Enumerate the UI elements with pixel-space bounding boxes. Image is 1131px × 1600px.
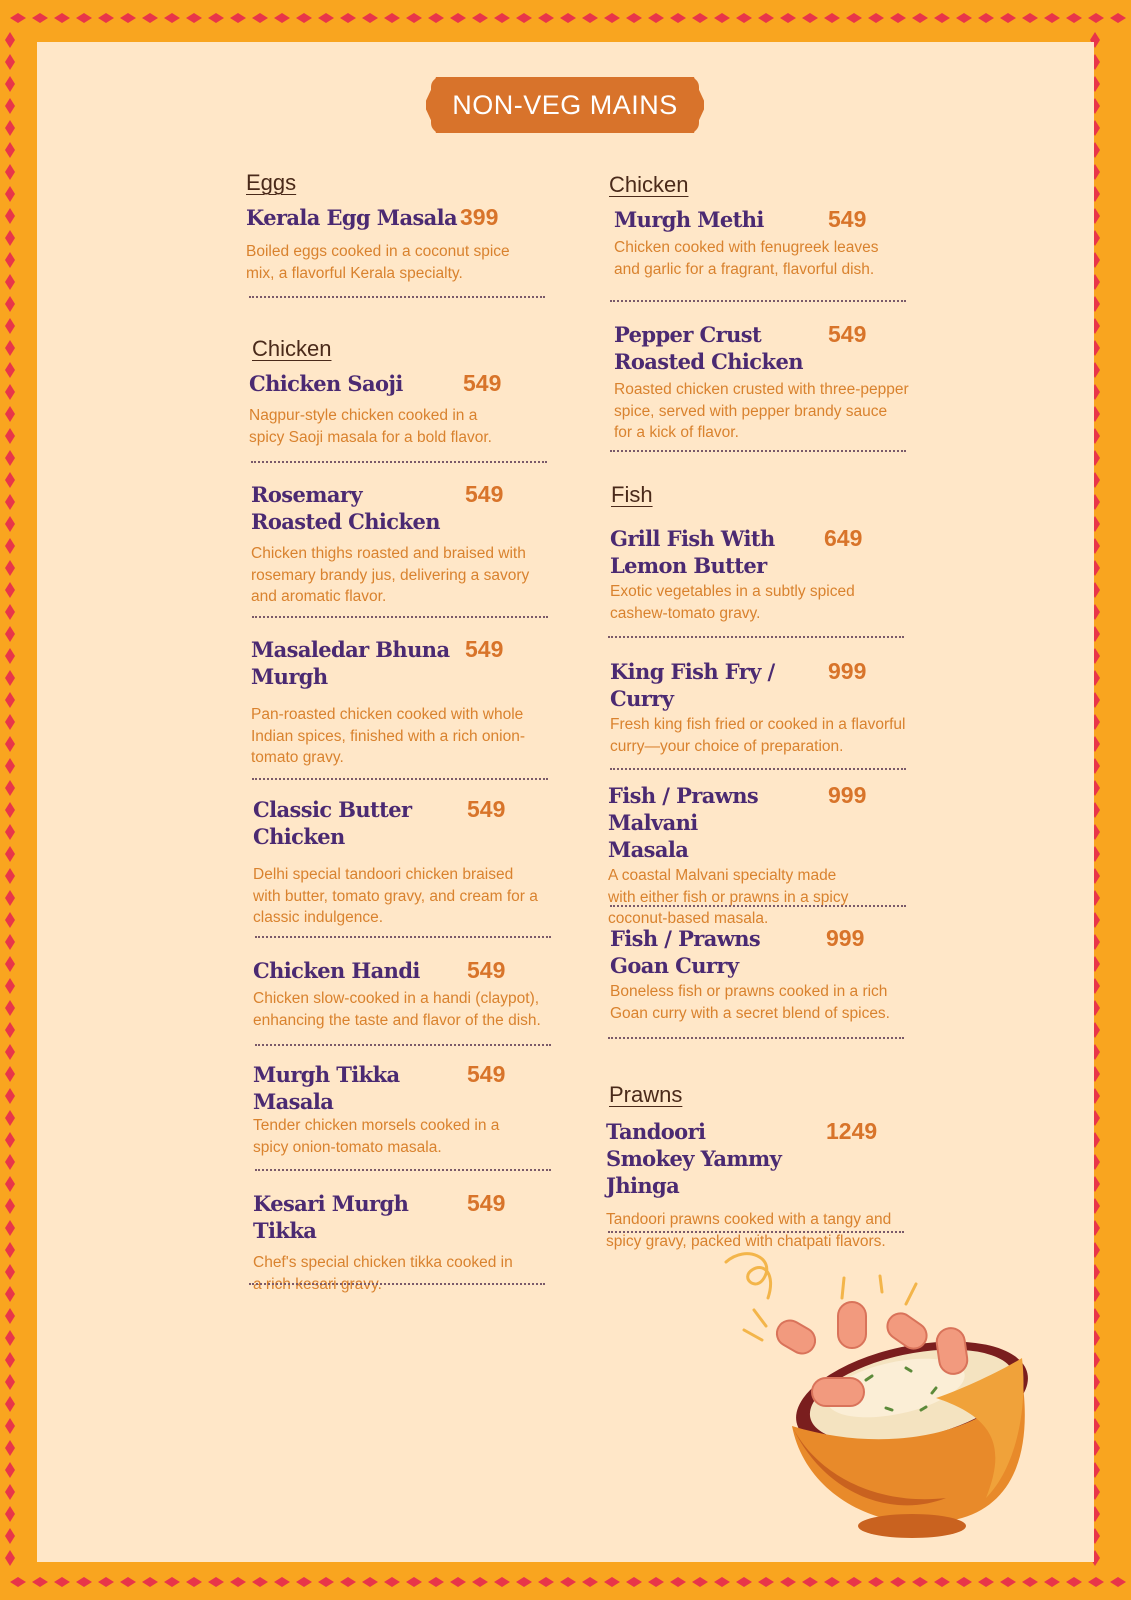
border-diamond bbox=[516, 13, 532, 23]
border-diamond bbox=[5, 252, 15, 268]
menu-item bbox=[614, 206, 924, 280]
item-description: Nagpur-style chicken cooked in a spicy Saoji masala for a bold flavor. bbox=[249, 407, 492, 446]
item-name: Rosemary Roasted Chicken bbox=[251, 482, 440, 534]
item-price: 549 bbox=[463, 370, 502, 396]
border-diamond bbox=[296, 1577, 312, 1587]
item-price: 549 bbox=[465, 481, 504, 507]
item-price: 549 bbox=[467, 957, 506, 983]
border-diamond bbox=[5, 164, 15, 180]
border-diamond bbox=[978, 1577, 994, 1587]
border-diamond bbox=[5, 1308, 15, 1324]
border-diamond bbox=[692, 13, 708, 23]
border-diamond bbox=[494, 1577, 510, 1587]
border-diamond bbox=[5, 1264, 15, 1280]
border-diamond bbox=[5, 274, 15, 290]
item-price: 549 bbox=[467, 796, 506, 822]
border-diamond bbox=[582, 13, 598, 23]
item-description: Tender chicken morsels cooked in a spicy onion-tomato masala. bbox=[253, 1117, 500, 1156]
border-diamond bbox=[98, 13, 114, 23]
border-diamond bbox=[230, 1577, 246, 1587]
border-diamond bbox=[912, 13, 928, 23]
border-diamond bbox=[5, 956, 15, 972]
prawn-rice-bowl-icon bbox=[716, 1248, 1036, 1548]
border-diamond bbox=[5, 1418, 15, 1434]
border-diamond bbox=[604, 13, 620, 23]
border-diamond bbox=[5, 1088, 15, 1104]
border-diamond bbox=[5, 296, 15, 312]
border-diamond bbox=[472, 1577, 488, 1587]
border-diamond bbox=[318, 1577, 334, 1587]
border-diamond bbox=[1088, 1577, 1104, 1587]
menu-item bbox=[246, 204, 556, 284]
border-diamond bbox=[5, 824, 15, 840]
item-name: Grill Fish With Lemon Butter bbox=[610, 526, 775, 578]
item-price: 549 bbox=[465, 636, 504, 662]
item-price: 999 bbox=[828, 782, 867, 808]
border-diamond bbox=[890, 13, 906, 23]
border-diamond bbox=[318, 13, 334, 23]
border-diamond bbox=[670, 1577, 686, 1587]
item-name: Kesari Murgh Tikka bbox=[253, 1191, 409, 1243]
border-diamond bbox=[274, 13, 290, 23]
border-diamond bbox=[5, 450, 15, 466]
border-diamond bbox=[5, 1330, 15, 1346]
border-diamond bbox=[5, 516, 15, 532]
border-diamond bbox=[252, 1577, 268, 1587]
border-diamond bbox=[1000, 13, 1016, 23]
item-price: 549 bbox=[828, 206, 867, 232]
border-diamond bbox=[5, 384, 15, 400]
border-diamond bbox=[362, 1577, 378, 1587]
border-diamond bbox=[912, 1577, 928, 1587]
border-diamond bbox=[516, 1577, 532, 1587]
border-diamond bbox=[692, 1577, 708, 1587]
border-diamond bbox=[5, 1528, 15, 1544]
item-price: 649 bbox=[824, 525, 863, 551]
item-description: A coastal Malvani specialty made with either fish or prawns in a spicy coconut-based masala. bbox=[608, 867, 849, 927]
divider bbox=[610, 768, 906, 770]
item-name: Kerala Egg Masala bbox=[246, 205, 458, 230]
border-diamond bbox=[1088, 13, 1104, 23]
item-name: Murgh Tikka Masala bbox=[253, 1062, 400, 1114]
border-diamond bbox=[5, 1022, 15, 1038]
border-diamond bbox=[5, 1242, 15, 1258]
border-diamond bbox=[714, 1577, 730, 1587]
category-eggs: Eggs bbox=[246, 170, 297, 195]
divider bbox=[610, 450, 906, 452]
border-diamond bbox=[5, 406, 15, 422]
border-diamond bbox=[1066, 13, 1082, 23]
item-name: Tandoori Smokey Yammy Jhinga bbox=[606, 1119, 782, 1198]
border-diamond bbox=[934, 13, 950, 23]
border-diamond bbox=[538, 13, 554, 23]
border-diamond bbox=[120, 1577, 136, 1587]
border-diamond bbox=[98, 1577, 114, 1587]
menu-item bbox=[608, 782, 918, 930]
border-diamond bbox=[274, 1577, 290, 1587]
border-diamond bbox=[5, 934, 15, 950]
border-diamond bbox=[5, 758, 15, 774]
divider bbox=[252, 616, 548, 618]
border-diamond bbox=[670, 13, 686, 23]
menu-item bbox=[251, 636, 561, 769]
item-description: Exotic vegetables in a subtly spiced cashew-tomato gravy. bbox=[610, 583, 855, 622]
divider bbox=[252, 778, 548, 780]
item-price: 1249 bbox=[826, 1118, 878, 1144]
border-diamond bbox=[5, 494, 15, 510]
border-diamond bbox=[5, 1352, 15, 1368]
border-diamond bbox=[5, 626, 15, 642]
border-diamond bbox=[5, 142, 15, 158]
border-diamond bbox=[5, 538, 15, 554]
border-diamond bbox=[5, 1220, 15, 1236]
border-diamond bbox=[164, 1577, 180, 1587]
item-description: Chicken cooked with fenugreek leaves and garlic for a fragrant, flavorful dish. bbox=[614, 239, 879, 278]
border-diamond bbox=[5, 98, 15, 114]
border-diamond bbox=[5, 1462, 15, 1478]
border-diamond bbox=[736, 1577, 752, 1587]
divider bbox=[608, 636, 904, 638]
divider bbox=[608, 1037, 904, 1039]
border-diamond bbox=[10, 1577, 26, 1587]
menu-item bbox=[614, 321, 924, 444]
border-diamond bbox=[5, 978, 15, 994]
border-diamond bbox=[846, 13, 862, 23]
border-diamond bbox=[230, 13, 246, 23]
border-diamond bbox=[208, 13, 224, 23]
item-price: 549 bbox=[467, 1190, 506, 1216]
category-chicken: Chicken bbox=[252, 336, 332, 361]
border-diamond bbox=[824, 1577, 840, 1587]
item-description: Boiled eggs cooked in a coconut spice mix, a flavorful Kerala specialty. bbox=[246, 243, 510, 282]
border-diamond bbox=[5, 318, 15, 334]
border-diamond bbox=[560, 1577, 576, 1587]
border-diamond bbox=[5, 1044, 15, 1060]
border-diamond bbox=[5, 362, 15, 378]
border-diamond bbox=[626, 13, 642, 23]
border-diamond bbox=[5, 340, 15, 356]
border-diamond bbox=[802, 13, 818, 23]
category-prawns: Prawns bbox=[609, 1082, 683, 1107]
border-diamond bbox=[54, 13, 70, 23]
divider bbox=[255, 936, 551, 938]
divider bbox=[610, 300, 906, 302]
border-diamond bbox=[802, 1577, 818, 1587]
border-diamond bbox=[208, 1577, 224, 1587]
border-diamond bbox=[5, 780, 15, 796]
border-diamond bbox=[494, 13, 510, 23]
menu-item bbox=[610, 925, 920, 1024]
border-diamond bbox=[758, 13, 774, 23]
border-diamond bbox=[142, 13, 158, 23]
border-diamond bbox=[5, 890, 15, 906]
border-diamond bbox=[5, 714, 15, 730]
border-diamond bbox=[5, 670, 15, 686]
item-description: Roasted chicken crusted with three-pepper spice, served with pepper brandy sauce for a kick of flavor. bbox=[614, 381, 909, 441]
item-description: Boneless fish or prawns cooked in a rich Goan curry with a secret blend of spices. bbox=[610, 983, 890, 1022]
item-price: 549 bbox=[828, 321, 867, 347]
item-price: 999 bbox=[826, 925, 865, 951]
border-diamond bbox=[5, 1066, 15, 1082]
item-description: Chicken thighs roasted and braised with rosemary brandy jus, delivering a savory and aromatic flavor. bbox=[251, 545, 530, 605]
border-diamond bbox=[1066, 1577, 1082, 1587]
item-name: Fish / Prawns Goan Curry bbox=[610, 926, 761, 978]
border-diamond bbox=[5, 472, 15, 488]
item-name: Masaledar Bhuna Murgh bbox=[251, 637, 450, 689]
border-diamond bbox=[76, 13, 92, 23]
border-diamond bbox=[5, 186, 15, 202]
divider bbox=[610, 905, 906, 907]
border-diamond bbox=[186, 1577, 202, 1587]
border-diamond bbox=[384, 1577, 400, 1587]
page-title: NON-VEG MAINS bbox=[452, 89, 678, 120]
border-diamond bbox=[5, 54, 15, 70]
border-diamond bbox=[406, 1577, 422, 1587]
border-diamond bbox=[5, 1286, 15, 1302]
border-diamond bbox=[890, 1577, 906, 1587]
border-diamond bbox=[626, 1577, 642, 1587]
border-diamond bbox=[780, 1577, 796, 1587]
border-diamond bbox=[164, 13, 180, 23]
border-diamond bbox=[5, 912, 15, 928]
border-diamond bbox=[5, 582, 15, 598]
menu-item bbox=[253, 1061, 563, 1158]
border-diamond bbox=[76, 1577, 92, 1587]
border-diamond bbox=[5, 692, 15, 708]
border-diamond bbox=[32, 13, 48, 23]
border-diamond bbox=[472, 13, 488, 23]
border-diamond bbox=[1110, 13, 1126, 23]
border-diamond bbox=[824, 13, 840, 23]
menu-item bbox=[251, 481, 561, 608]
border-diamond bbox=[186, 13, 202, 23]
border-diamond bbox=[5, 802, 15, 818]
item-description: Fresh king fish fried or cooked in a flavorful curry—your choice of preparation. bbox=[610, 716, 906, 755]
border-diamond bbox=[934, 1577, 950, 1587]
border-diamond bbox=[846, 1577, 862, 1587]
border-diamond bbox=[1022, 13, 1038, 23]
divider bbox=[255, 1044, 551, 1046]
border-diamond bbox=[868, 13, 884, 23]
border-diamond bbox=[758, 1577, 774, 1587]
item-name: Murgh Methi bbox=[614, 207, 764, 232]
border-diamond bbox=[5, 1396, 15, 1412]
item-description: Chef's special chicken tikka cooked in a rich kesari gravy. bbox=[253, 1254, 513, 1293]
border-diamond bbox=[340, 1577, 356, 1587]
border-diamond bbox=[582, 1577, 598, 1587]
border-diamond bbox=[648, 1577, 664, 1587]
border-diamond bbox=[428, 13, 444, 23]
border-diamond bbox=[714, 13, 730, 23]
border-diamond bbox=[296, 13, 312, 23]
border-diamond bbox=[5, 1154, 15, 1170]
item-description: Pan-roasted chicken cooked with whole Indian spices, finished with a rich onion-tomato gravy. bbox=[251, 706, 525, 766]
border-diamond bbox=[5, 736, 15, 752]
border-diamond bbox=[10, 13, 26, 23]
border-diamond bbox=[120, 13, 136, 23]
item-price: 999 bbox=[828, 658, 867, 684]
border-diamond bbox=[5, 868, 15, 884]
border-diamond bbox=[5, 648, 15, 664]
border-diamond bbox=[32, 1577, 48, 1587]
border-diamond bbox=[5, 428, 15, 444]
menu-item bbox=[253, 796, 563, 929]
menu-item bbox=[610, 658, 920, 757]
border-diamond bbox=[736, 13, 752, 23]
menu-item bbox=[253, 1190, 563, 1295]
item-name: King Fish Fry / Curry bbox=[610, 659, 775, 711]
border-diamond bbox=[5, 32, 15, 48]
border-diamond bbox=[5, 1440, 15, 1456]
divider bbox=[249, 1283, 545, 1285]
border-diamond bbox=[538, 1577, 554, 1587]
item-name: Chicken Saoji bbox=[249, 371, 403, 396]
border-diamond bbox=[450, 13, 466, 23]
border-diamond bbox=[252, 13, 268, 23]
border-diamond bbox=[54, 1577, 70, 1587]
item-price: 549 bbox=[467, 1061, 506, 1087]
border-diamond bbox=[5, 1132, 15, 1148]
border-diamond bbox=[978, 13, 994, 23]
item-description: Delhi special tandoori chicken braised with butter, tomato gravy, and cream for a classic indulgence. bbox=[253, 866, 538, 926]
border-diamond bbox=[5, 1550, 15, 1566]
border-diamond bbox=[5, 120, 15, 136]
divider bbox=[255, 1169, 551, 1171]
item-name: Classic Butter Chicken bbox=[253, 797, 412, 849]
item-description: Tandoori prawns cooked with a tangy and spicy gravy, packed with chatpati flavors. bbox=[606, 1211, 892, 1250]
border-diamond bbox=[956, 13, 972, 23]
item-name: Chicken Handi bbox=[253, 958, 420, 983]
border-diamond bbox=[142, 1577, 158, 1587]
border-diamond bbox=[5, 560, 15, 576]
divider bbox=[608, 1231, 904, 1233]
border-diamond bbox=[5, 1198, 15, 1214]
divider bbox=[249, 296, 545, 298]
border-diamond bbox=[1110, 1577, 1126, 1587]
border-diamond bbox=[5, 76, 15, 92]
border-diamond bbox=[1044, 13, 1060, 23]
item-description: Chicken slow-cooked in a handi (claypot), enhancing the taste and flavor of the dish. bbox=[253, 990, 541, 1029]
border-diamond bbox=[5, 208, 15, 224]
border-diamond bbox=[384, 13, 400, 23]
border-diamond bbox=[5, 1374, 15, 1390]
border-diamond bbox=[648, 13, 664, 23]
border-diamond bbox=[956, 1577, 972, 1587]
border-diamond bbox=[5, 1110, 15, 1126]
border-diamond bbox=[450, 1577, 466, 1587]
border-diamond bbox=[1022, 1577, 1038, 1587]
border-diamond bbox=[5, 846, 15, 862]
border-diamond bbox=[560, 13, 576, 23]
category-fish: Fish bbox=[611, 482, 653, 507]
border-diamond bbox=[406, 13, 422, 23]
border-diamond bbox=[1044, 1577, 1060, 1587]
item-name: Pepper Crust Roasted Chicken bbox=[614, 322, 803, 374]
border-diamond bbox=[340, 13, 356, 23]
border-diamond bbox=[5, 1506, 15, 1522]
border-diamond bbox=[868, 1577, 884, 1587]
border-diamond bbox=[428, 1577, 444, 1587]
border-diamond bbox=[5, 1484, 15, 1500]
border-diamond bbox=[780, 13, 796, 23]
border-diamond bbox=[5, 1176, 15, 1192]
item-name: Fish / Prawns Malvani Masala bbox=[608, 783, 759, 862]
border-diamond bbox=[5, 230, 15, 246]
category-chicken: Chicken bbox=[609, 172, 689, 197]
border-diamond bbox=[362, 13, 378, 23]
border-diamond bbox=[604, 1577, 620, 1587]
menu-item bbox=[253, 957, 563, 1031]
menu-item bbox=[249, 370, 559, 448]
item-price: 399 bbox=[460, 204, 499, 230]
border-diamond bbox=[1000, 1577, 1016, 1587]
border-diamond bbox=[5, 1000, 15, 1016]
menu-item bbox=[610, 525, 920, 624]
border-diamond bbox=[5, 604, 15, 620]
divider bbox=[251, 461, 547, 463]
